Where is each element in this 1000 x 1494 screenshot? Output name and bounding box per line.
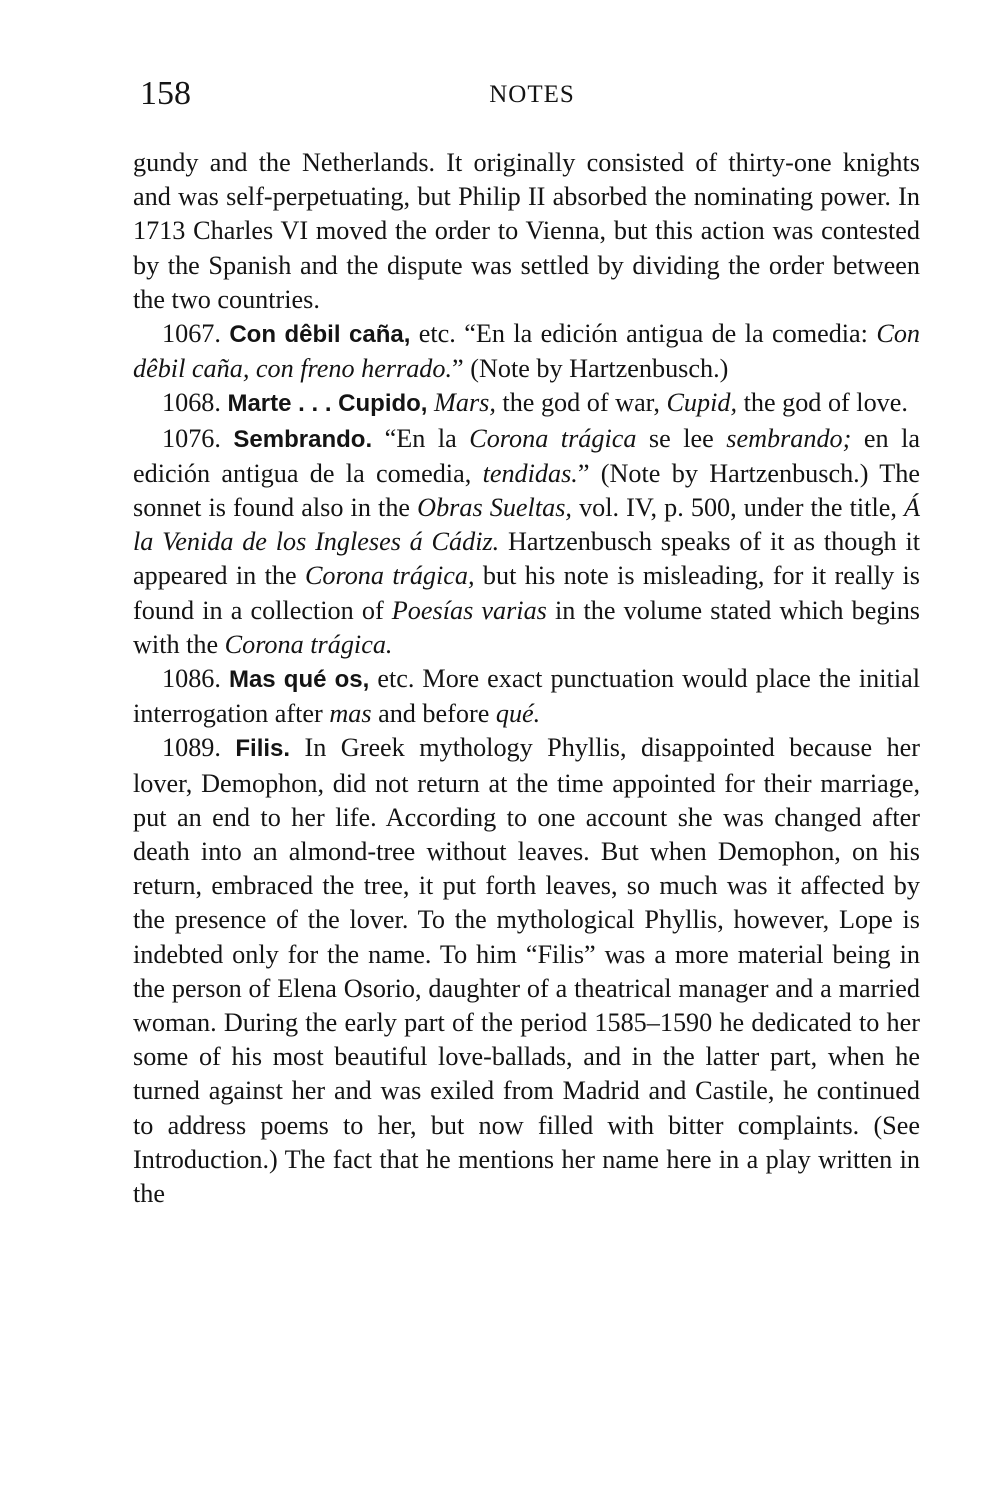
- note-1076: 1076. Sembrando. “En la Corona trágica se lee sembrando; en la edición antigua de la comedia, tendidas.” (Note by Hartzenbusch.) The sonnet is found also in the Obras Sueltas, vol. IV, p. 500, under the title, Á la Venida de los Ingleses á Cádiz. Hartzenbusch speaks of it as though it appeared in the Corona trágica, but his note is misleading, for it really is found in a collection of Poesías varias in the volume stated which begins with the Corona trágica.: [133, 423, 921, 659]
- page-header: [0, 74, 1000, 114]
- note-1068: 1068. Marte . . . Cupido, Mars, the god of war, Cupid, the god of love.: [162, 388, 908, 418]
- running-title: NOTES: [489, 81, 575, 108]
- note-number: 1086.: [162, 664, 221, 694]
- note-1089: 1089. Filis. In Greek mythology Phyllis, disappointed because her lover, Demophon, did not return at the time appointed for their marriage, put an end to her life. According to one account she was changed after death into an almond-tree without leaves. But when Demophon, on his return, embraced the tree, it put forth leaves, so much was it affected by the presence of the lover. To the mythological Phyllis, however, Lope is indebted only for the name. To him “Filis” was a more material being in the person of Elena Osorio, daughter of a theatrical manager and a married woman. During the early part of the period 1585–1590 he dedicated to her some of his most beautiful love-ballads, and in the latter part, when he turned against her and was exiled from Madrid and Castile, he continued to address poems to her, but now filled with bitter complaints. (See Introduction.) The fact that he mentions her name here in a play written in the: [133, 733, 921, 1209]
- note-headword: Marte . . . Cupido,: [227, 390, 428, 418]
- note-number: 1068.: [162, 388, 221, 418]
- note-number: 1089.: [162, 733, 221, 763]
- note-1067: 1067. Con dêbil caña, etc. “En la edición antigua de la comedia: Con dêbil caña, con freno herrado.” (Note by Hartzenbusch.): [133, 319, 921, 384]
- note-headword: Filis.: [235, 735, 291, 763]
- note-headword: Con dêbil caña,: [229, 321, 411, 349]
- note-continuation: gundy and the Netherlands. It originally consisted of thirty-one knights and was self-perpetuating, but Philip II absorbed the nominating power. In 1713 Charles VI moved the order to Vienna, but this action was contested by the Spanish and the dispute was settled by dividing the order between the two countries.: [133, 148, 920, 314]
- notes-body: [133, 146, 920, 1211]
- note-number: 1076.: [162, 423, 221, 453]
- note-number: 1067.: [162, 319, 221, 349]
- page-number: 158: [140, 75, 191, 112]
- note-1086: 1086. Mas qué os, etc. More exact punctuation would place the initial interrogation after mas and before qué.: [133, 664, 920, 729]
- note-headword: Sembrando.: [233, 425, 373, 453]
- note-headword: Mas qué os,: [228, 666, 370, 694]
